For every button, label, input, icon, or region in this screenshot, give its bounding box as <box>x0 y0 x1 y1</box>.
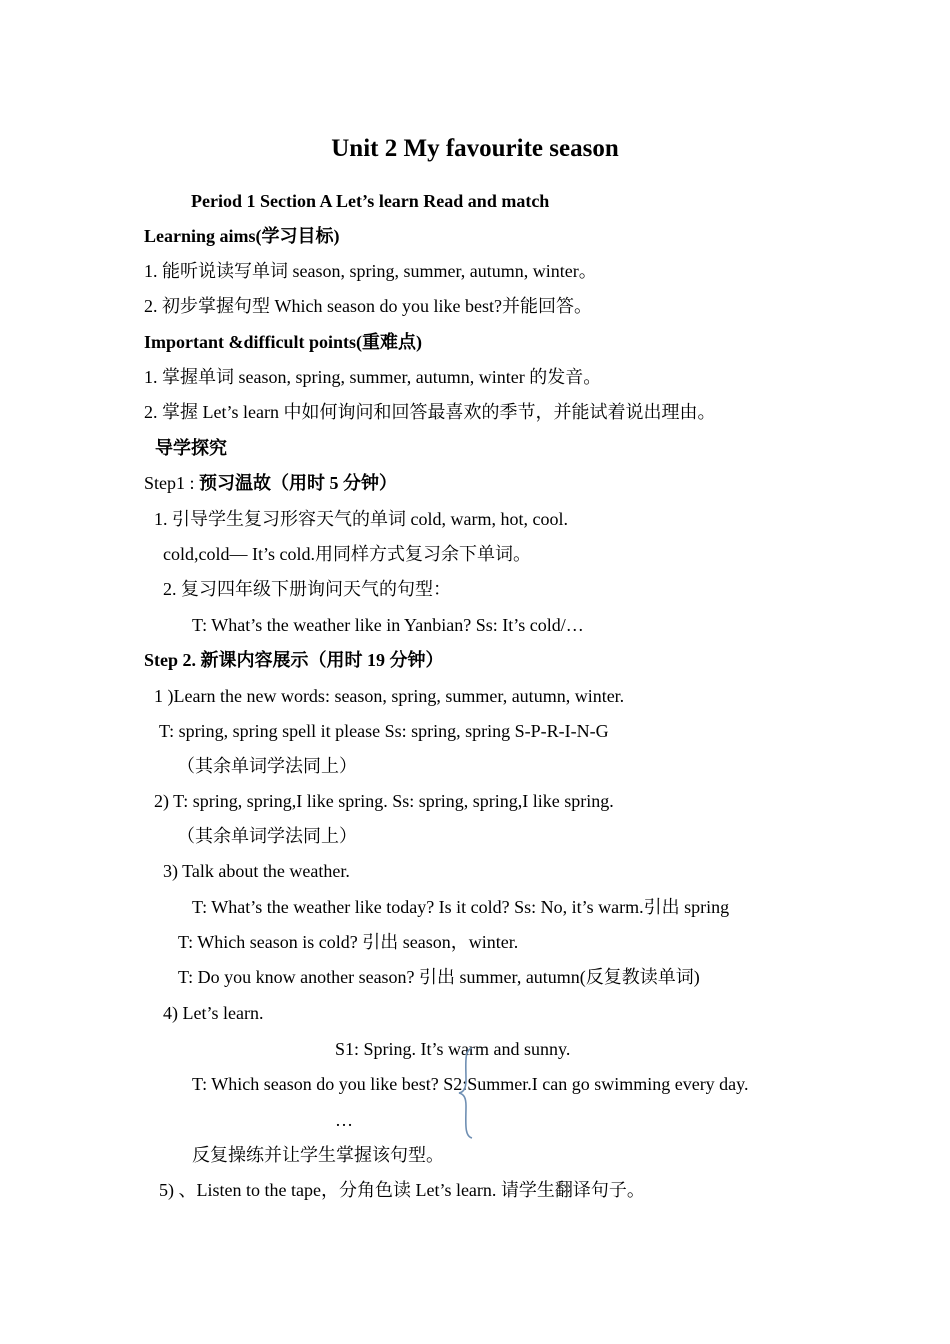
step2-line: 3) Talk about the weather. <box>163 861 350 881</box>
step2-line: 2) T: spring, spring,I like spring. Ss: spring, spring,I like spring. <box>154 791 614 811</box>
step2-heading: Step 2. 新课内容展示（用时 19 分钟） <box>144 650 444 670</box>
step2-line: T: Which season is cold? 引出 season，winter. <box>178 932 519 952</box>
guide-heading: 导学探究 <box>155 438 227 458</box>
step2-line: 1 )Learn the new words: season, spring, summer, autumn, winter. <box>154 686 625 706</box>
dialogue-line: T: Which season do you like best? S2:Summer.I can go swimming every day. <box>192 1074 749 1094</box>
page-title: Unit 2 My favourite season <box>331 135 619 162</box>
curly-brace-icon <box>454 1046 478 1140</box>
point-item: 2. 掌握 Let’s learn 中如何询问和回答最喜欢的季节，并能试着说出理由。 <box>144 402 716 422</box>
subtitle: Period 1 Section A Let’s learn Read and match <box>191 191 550 211</box>
dialogue-line: … <box>335 1110 353 1130</box>
dialogue-line: S1: Spring. It’s warm and sunny. <box>335 1039 571 1059</box>
points-heading: Important &difficult points(重难点) <box>144 332 422 352</box>
aims-heading: Learning aims(学习目标) <box>144 226 340 246</box>
step1-heading <box>144 471 397 495</box>
step2-line: （其余单词学法同上） <box>177 826 357 846</box>
step2-line: （其余单词学法同上） <box>177 756 357 776</box>
step2-line: T: spring, spring spell it please Ss: spring, spring S-P-R-I-N-G <box>159 721 609 741</box>
curly-brace-path <box>459 1048 472 1138</box>
step2-line: 反复操练并让学生掌握该句型。 <box>192 1145 444 1165</box>
step1-line: T: What’s the weather like in Yanbian? Ss: It’s cold/… <box>192 615 584 635</box>
aim-item: 2. 初步掌握句型 Which season do you like best?并能回答。 <box>144 296 592 316</box>
step2-line: 4) Let’s learn. <box>163 1003 264 1023</box>
step1-line: 2. 复习四年级下册询问天气的句型： <box>163 579 451 599</box>
point-item: 1. 掌握单词 season, spring, summer, autumn, winter 的发音。 <box>144 367 602 387</box>
aim-item: 1. 能听说读写单词 season, spring, summer, autumn, winter。 <box>144 261 597 281</box>
step2-line: T: What’s the weather like today? Is it cold? Ss: No, it’s warm.引出 spring <box>192 897 730 917</box>
step1-label: Step1 : <box>144 473 200 493</box>
step1-title: 预习温故（用时 5 分钟） <box>199 473 398 493</box>
step2-line: 5) 、Listen to the tape，分角色读 Let’s learn. 请学生翻译句子。 <box>159 1180 645 1200</box>
step1-line: cold,cold— It’s cold.用同样方式复习余下单词。 <box>163 544 531 564</box>
step1-line: 1. 引导学生复习形容天气的单词 cold, warm, hot, cool. <box>154 509 568 529</box>
step2-line: T: Do you know another season? 引出 summer, autumn(反复教读单词) <box>178 967 700 987</box>
